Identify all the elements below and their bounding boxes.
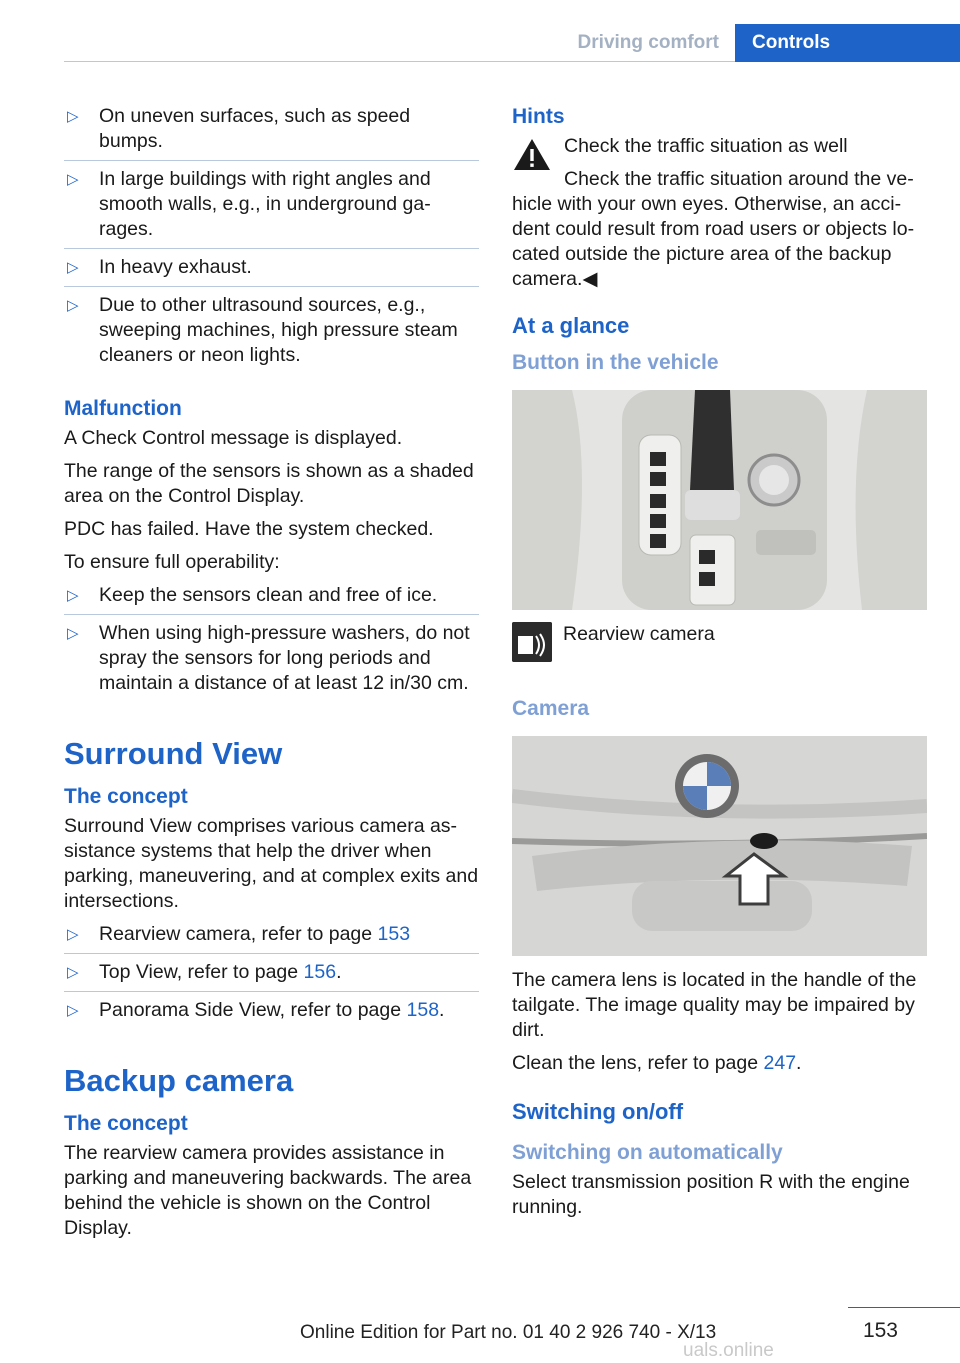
list-item: ▷ Rearview camera, refer to page 153	[64, 922, 479, 954]
page-link[interactable]: 158	[406, 999, 440, 1021]
triangle-bullet-icon: ▷	[67, 259, 79, 276]
list-item: ▷ On uneven surfaces, such as speed bumps.	[64, 104, 479, 161]
center-console-photo	[512, 390, 927, 610]
triangle-bullet-icon: ▷	[67, 108, 79, 125]
at-a-glance-heading: At a glance	[512, 313, 630, 338]
rearview-camera-icon	[512, 622, 552, 662]
page-number: 153	[862, 1319, 898, 1342]
surround-concept-heading: The concept	[64, 785, 188, 808]
tailgate-camera-photo	[512, 736, 927, 956]
page-link[interactable]: 153	[377, 923, 411, 945]
page-header	[0, 24, 960, 62]
edition-note: Online Edition for Part no. 01 40 2 926 740 - X/13	[300, 1322, 717, 1343]
backup-concept-heading: The concept	[64, 1112, 188, 1135]
malfunction-heading: Malfunction	[64, 397, 182, 420]
left-column	[64, 104, 479, 1249]
triangle-bullet-icon: ▷	[67, 964, 79, 981]
list-item: ▷ Panorama Side View, refer to page 158.	[67, 999, 445, 1021]
triangle-bullet-icon: ▷	[67, 926, 79, 943]
hints-heading: Hints	[512, 105, 565, 128]
backup-camera-title: Backup camera	[64, 1063, 294, 1098]
list-item: ▷ In heavy exhaust.	[64, 255, 479, 287]
triangle-bullet-icon: ▷	[67, 587, 79, 604]
surround-concept-text: Surround View comprises various camera as‐ sistance systems that help the driver when parking, maneuvering, and at complex exits and intersections.	[64, 815, 479, 912]
malfunction-text: The range of the sensors is shown as a shaded area on the Control Display.	[64, 460, 474, 507]
list-item: ▷ Due to other ultrasound sources, e.g., sweeping machines, high pressure steam cleaners or neon lights.	[67, 294, 458, 366]
malfunction-text: A Check Control message is displayed.	[64, 427, 403, 449]
page-link[interactable]: 156	[303, 961, 337, 983]
triangle-bullet-icon: ▷	[67, 297, 79, 314]
backup-concept-text: The rearview camera provides assistance in parking and maneuvering backwards. The area behind the vehicle is shown on the Control Display.	[64, 1142, 472, 1239]
camera-heading: Camera	[512, 697, 590, 720]
watermark: uals.online	[683, 1340, 774, 1361]
list-item: ▷ When using high-pressure washers, do not spray the sensors for long periods and maintain a distance of at least 12 in/30 cm.	[67, 622, 470, 694]
conditions-list	[64, 104, 479, 374]
header-section: Driving comfort	[577, 32, 719, 53]
malfunction-text: PDC has failed. Have the system checked.	[64, 518, 434, 540]
operability-list	[64, 583, 479, 702]
triangle-bullet-icon: ▷	[67, 625, 79, 642]
auto-text: Select transmission position R with the engine running.	[512, 1171, 910, 1218]
page-link[interactable]: 247	[763, 1052, 797, 1074]
surround-refs-list	[64, 922, 479, 1029]
header-chapter-tab[interactable]: Controls	[735, 24, 960, 62]
list-item: ▷ Keep the sensors clean and free of ice.	[64, 583, 479, 615]
warning-block	[512, 134, 927, 292]
malfunction-text: To ensure full operability:	[64, 551, 280, 573]
lens-text: The camera lens is located in the handle of the tailgate. The image quality may be impaired by dirt.	[512, 969, 917, 1041]
warning-triangle-icon	[512, 136, 552, 174]
triangle-bullet-icon: ▷	[67, 171, 79, 188]
footer-rule	[848, 1307, 960, 1308]
warning-title: Check the traffic situation as well	[564, 135, 848, 157]
right-column	[512, 104, 927, 1228]
button-heading: Button in the vehicle	[512, 351, 719, 374]
clean-text: Clean the lens, refer to page 247.	[512, 1052, 802, 1074]
auto-heading: Switching on automatically	[512, 1141, 783, 1164]
rearview-camera-button-legend	[512, 622, 927, 678]
switching-heading: Switching on/off	[512, 1099, 684, 1124]
list-item: ▷ Top View, refer to page 156.	[64, 960, 479, 992]
surround-view-title: Surround View	[64, 736, 283, 771]
rearview-camera-label: Rearview camera	[563, 623, 715, 645]
warning-text: Check the traffic situation around the ve‐ hicle with your own eyes. Otherwise, an acci‐ dent could result from road users or objects lo‐ cated outside the picture area of the backup camera.◀	[512, 168, 915, 290]
triangle-bullet-icon: ▷	[67, 1002, 79, 1019]
list-item: ▷ In large buildings with right angles and smooth walls, e.g., in underground ga‐ rages.	[64, 167, 479, 249]
